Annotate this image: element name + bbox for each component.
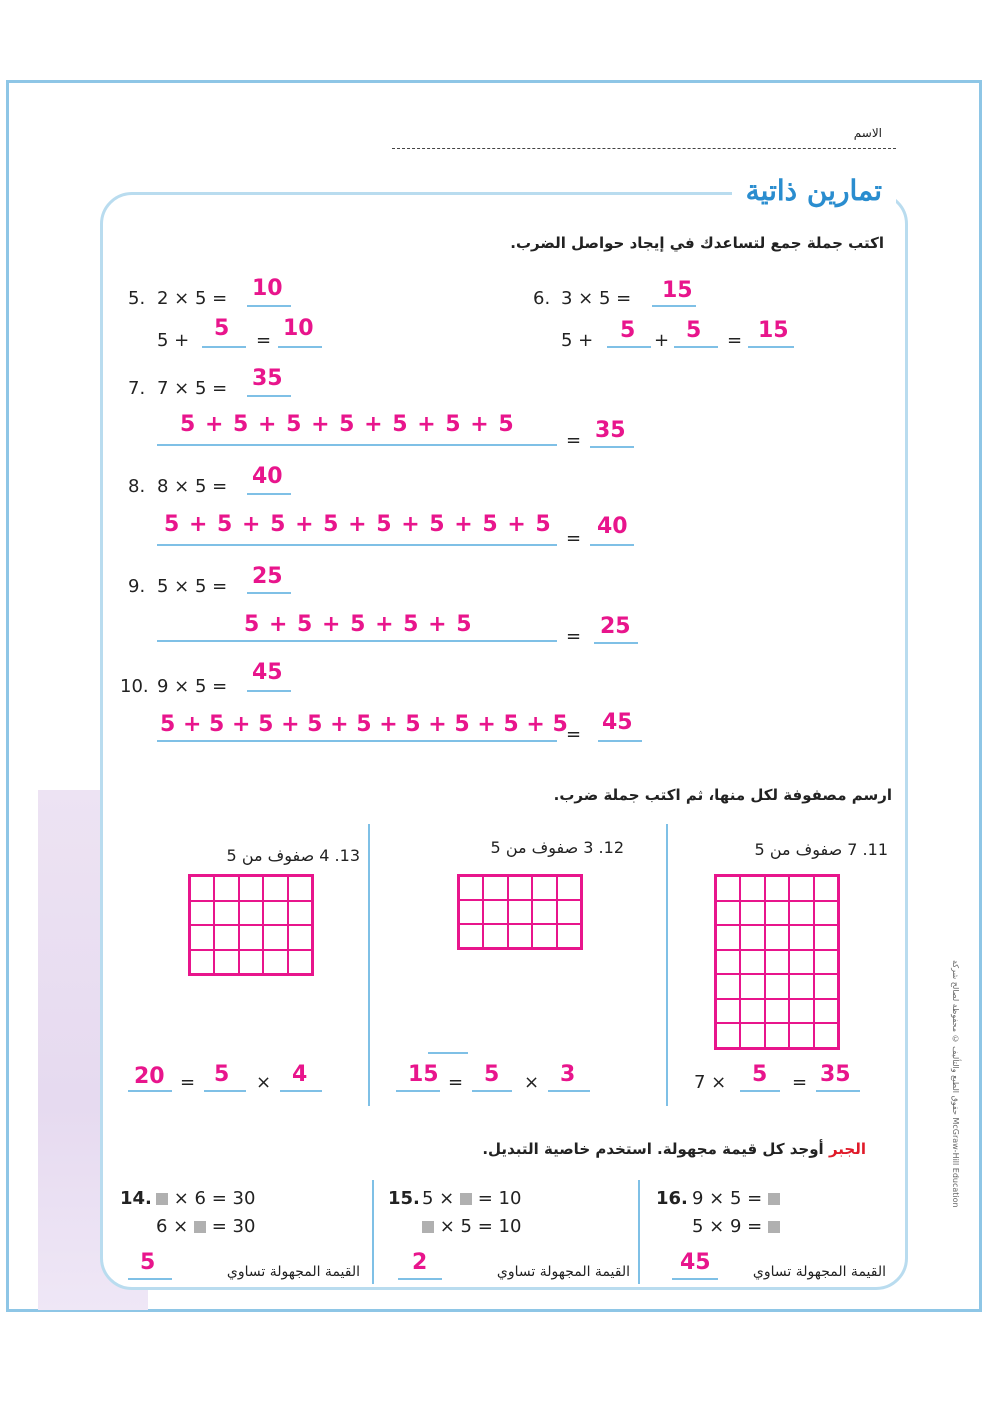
ex8-equals: = xyxy=(566,528,582,549)
array-cell[interactable] xyxy=(716,925,740,950)
array-cell[interactable] xyxy=(716,950,740,975)
ex8-number: 8. xyxy=(128,476,146,497)
ex8-expression: 8 × 5 = xyxy=(157,476,228,497)
array-cell[interactable] xyxy=(508,924,532,948)
array-cell[interactable] xyxy=(789,950,813,975)
array-cell[interactable] xyxy=(765,974,789,999)
ex7-equals: = xyxy=(566,430,582,451)
ex11-prefix: 7 × xyxy=(694,1072,727,1093)
ex15-line2-tail: × 5 = 10 xyxy=(439,1216,522,1237)
ex8-sum-blank xyxy=(157,544,557,546)
ex13-result[interactable]: 20 xyxy=(134,1064,165,1089)
instruction-arrays: ارسم مصفوفة لكل منها، ثم اكتب جملة ضرب. xyxy=(553,786,892,804)
ex8-result-blank xyxy=(590,544,634,546)
unknown-box xyxy=(422,1221,434,1233)
array-cell[interactable] xyxy=(716,901,740,926)
ex9-result-blank xyxy=(594,642,638,644)
ex16-line2 xyxy=(692,1216,780,1237)
ex11-factor[interactable]: 5 xyxy=(752,1062,768,1087)
array-cell[interactable] xyxy=(288,901,312,926)
ex13-label: 13. 4 صفوف من 5 xyxy=(226,846,360,865)
ex13-factor-a[interactable]: 5 xyxy=(214,1062,230,1087)
ex9-sum-blank xyxy=(157,640,557,642)
array-cell[interactable] xyxy=(483,876,507,900)
name-line[interactable] xyxy=(392,148,896,149)
array-cell[interactable] xyxy=(765,1023,789,1048)
array-cell[interactable] xyxy=(483,924,507,948)
ex9-sum[interactable]: 5 + 5 + 5 + 5 + 5 xyxy=(244,612,473,637)
unknown-box xyxy=(768,1221,780,1233)
ex12-result[interactable]: 15 xyxy=(408,1062,439,1087)
array-cell[interactable] xyxy=(190,950,214,975)
array-cell[interactable] xyxy=(765,950,789,975)
array-cell[interactable] xyxy=(483,900,507,924)
array-cell[interactable] xyxy=(814,901,838,926)
array-cell[interactable] xyxy=(740,999,764,1024)
ex11-result-blank xyxy=(816,1090,860,1092)
array-cell[interactable] xyxy=(508,900,532,924)
array-cell[interactable] xyxy=(789,974,813,999)
ex7-sum-blank xyxy=(157,444,557,446)
unknown-box xyxy=(156,1193,168,1205)
ex7-product-blank xyxy=(247,395,291,397)
ex6-product[interactable]: 15 xyxy=(662,278,693,303)
array-cell[interactable] xyxy=(789,925,813,950)
array-cell[interactable] xyxy=(288,876,312,901)
ex6-result-blank xyxy=(748,346,794,348)
ex10-equals: = xyxy=(566,724,582,745)
ex14-line2-head: 6 × xyxy=(156,1216,189,1237)
ex6-product-blank xyxy=(652,305,696,307)
ex10-sum-blank xyxy=(157,740,557,742)
ex12-factor-b-blank xyxy=(548,1090,590,1092)
page-title: تمارين ذاتية xyxy=(732,174,896,207)
ex8-product-blank xyxy=(247,493,291,495)
ex12-result-blank xyxy=(396,1090,440,1092)
array-cell[interactable] xyxy=(740,1023,764,1048)
array-cell[interactable] xyxy=(789,999,813,1024)
ex5-result-blank xyxy=(278,346,322,348)
ex12-factor-b[interactable]: 3 xyxy=(560,1062,576,1087)
ex5-number: 5. xyxy=(128,288,146,309)
ex16-line1-text: 9 × 5 = xyxy=(692,1188,763,1209)
array-cell[interactable] xyxy=(557,900,581,924)
array-cell[interactable] xyxy=(740,925,764,950)
array-cell[interactable] xyxy=(814,950,838,975)
array-cell[interactable] xyxy=(740,901,764,926)
ex14-line2-tail: = 30 xyxy=(211,1216,256,1237)
ex10-result-blank xyxy=(598,740,642,742)
ex12-factor-a[interactable]: 5 xyxy=(484,1062,500,1087)
ex14-caption: القيمة المجهولة تساوي xyxy=(226,1264,360,1280)
array-cell[interactable] xyxy=(532,876,556,900)
ex6-addend-1-blank xyxy=(607,346,651,348)
array-cell[interactable] xyxy=(239,876,263,901)
ex6-plus: + xyxy=(654,330,670,351)
unknown-box xyxy=(460,1193,472,1205)
array-cell[interactable] xyxy=(789,876,813,901)
ex13-factor-a-blank xyxy=(204,1090,246,1092)
array-cell[interactable] xyxy=(214,950,238,975)
array-cell[interactable] xyxy=(814,876,838,901)
ex15-line1-head: 5 × xyxy=(422,1188,455,1209)
array-cell[interactable] xyxy=(814,1023,838,1048)
ex13-array[interactable] xyxy=(188,874,314,976)
ex7-number: 7. xyxy=(128,378,146,399)
ex9-product[interactable]: 25 xyxy=(252,564,283,589)
array-cell[interactable] xyxy=(459,876,483,900)
ex16-number: 16. xyxy=(656,1188,688,1209)
array-cell[interactable] xyxy=(239,950,263,975)
ex9-product-blank xyxy=(247,592,291,594)
ex9-result[interactable]: 25 xyxy=(600,614,631,639)
array-cell[interactable] xyxy=(214,925,238,950)
array-cell[interactable] xyxy=(214,901,238,926)
ex6-addend-2-blank xyxy=(674,346,718,348)
array-cell[interactable] xyxy=(814,925,838,950)
ex6-line2-prefix: 5 + xyxy=(561,330,594,351)
array-cell[interactable] xyxy=(288,950,312,975)
ex8-result[interactable]: 40 xyxy=(597,514,628,539)
ex10-product-blank xyxy=(247,690,291,692)
ex5-addend-blank xyxy=(202,346,246,348)
bottom-divider-1 xyxy=(372,1180,374,1284)
array-cell[interactable] xyxy=(263,901,287,926)
ex14-line2 xyxy=(156,1216,255,1237)
ex9-equals: = xyxy=(566,626,582,647)
array-cell[interactable] xyxy=(740,974,764,999)
ex12-times: × xyxy=(524,1072,540,1093)
ex5-product-blank xyxy=(247,305,291,307)
ex10-sum[interactable]: 5 + 5 + 5 + 5 + 5 + 5 + 5 + 5 + 5 xyxy=(160,712,568,737)
ex12-label: 12. 3 صفوف من 5 xyxy=(490,838,624,857)
ex16-caption: القيمة المجهولة تساوي xyxy=(752,1264,886,1280)
array-cell[interactable] xyxy=(239,901,263,926)
ex16-line2-text: 5 × 9 = xyxy=(692,1216,763,1237)
ex7-result-blank xyxy=(590,446,634,448)
ex5-line2-prefix: 5 + xyxy=(157,330,190,351)
ex13-result-blank xyxy=(128,1090,172,1092)
ex5-equals: = xyxy=(256,330,272,351)
array-cell[interactable] xyxy=(190,901,214,926)
ex5-expression: 2 × 5 = xyxy=(157,288,228,309)
ex9-expression: 5 × 5 = xyxy=(157,576,228,597)
ex15-line1 xyxy=(422,1188,521,1209)
ex5-product[interactable]: 10 xyxy=(252,276,283,301)
ex6-equals: = xyxy=(727,330,743,351)
instruction-addition: اكتب جملة جمع لتساعدك في إيجاد حواصل الضرب. xyxy=(510,234,884,252)
ex6-number: 6. xyxy=(533,288,551,309)
array-cell[interactable] xyxy=(263,950,287,975)
ex10-result[interactable]: 45 xyxy=(602,710,633,735)
ex14-line1 xyxy=(156,1188,255,1209)
array-cell[interactable] xyxy=(716,1023,740,1048)
ex15-answer[interactable]: 2 xyxy=(412,1250,428,1275)
array-cell[interactable] xyxy=(532,924,556,948)
ex11-label: 11. 7 صفوف من 5 xyxy=(754,840,888,859)
array-cell[interactable] xyxy=(814,974,838,999)
array-cell[interactable] xyxy=(214,876,238,901)
array-cell[interactable] xyxy=(789,1023,813,1048)
ex5-addend[interactable]: 5 xyxy=(214,316,230,341)
array-cell[interactable] xyxy=(190,876,214,901)
name-label: الاسم xyxy=(853,126,882,140)
instruction-algebra xyxy=(482,1140,866,1158)
ex16-answer[interactable]: 45 xyxy=(680,1250,711,1275)
array-cell[interactable] xyxy=(190,925,214,950)
column-divider-1 xyxy=(368,824,370,1106)
ex15-line2 xyxy=(422,1216,521,1237)
ex10-number: 10. xyxy=(120,676,149,697)
array-cell[interactable] xyxy=(740,950,764,975)
ex8-product[interactable]: 40 xyxy=(252,464,283,489)
ex13-times: × xyxy=(256,1072,272,1093)
ex6-expression: 3 × 5 = xyxy=(561,288,632,309)
array-cell[interactable] xyxy=(459,900,483,924)
ex15-line1-tail: = 10 xyxy=(477,1188,522,1209)
ex15-caption: القيمة المجهولة تساوي xyxy=(496,1264,630,1280)
ex16-line1 xyxy=(692,1188,780,1209)
ex6-result[interactable]: 15 xyxy=(758,318,789,343)
ex13-equals: = xyxy=(180,1072,196,1093)
array-cell[interactable] xyxy=(789,901,813,926)
ex11-array[interactable] xyxy=(714,874,840,1050)
ex7-result[interactable]: 35 xyxy=(595,418,626,443)
array-cell[interactable] xyxy=(765,901,789,926)
ex7-sum[interactable]: 5 + 5 + 5 + 5 + 5 + 5 + 5 xyxy=(180,412,515,437)
array-cell[interactable] xyxy=(288,925,312,950)
array-cell[interactable] xyxy=(532,900,556,924)
array-cell[interactable] xyxy=(716,876,740,901)
copyright-note: حقوق الطبع والتأليف © محفوظة لصالح شركة McGraw-Hill Education xyxy=(951,960,960,1208)
algebra-label: الجبر xyxy=(828,1140,866,1158)
unknown-box xyxy=(194,1221,206,1233)
array-cell[interactable] xyxy=(557,876,581,900)
ex15-number: 15. xyxy=(388,1188,420,1209)
ex5-result[interactable]: 10 xyxy=(283,316,314,341)
ex9-number: 9. xyxy=(128,576,146,597)
ex14-answer-blank xyxy=(128,1278,172,1280)
array-cell[interactable] xyxy=(765,876,789,901)
array-cell[interactable] xyxy=(263,876,287,901)
array-cell[interactable] xyxy=(765,925,789,950)
array-cell[interactable] xyxy=(740,876,764,901)
unknown-box xyxy=(768,1193,780,1205)
ex14-line1-tail: × 6 = 30 xyxy=(173,1188,256,1209)
array-cell[interactable] xyxy=(716,999,740,1024)
ex12-factor-a-blank xyxy=(472,1090,512,1092)
array-cell[interactable] xyxy=(814,999,838,1024)
ex13-factor-b-blank xyxy=(280,1090,322,1092)
array-cell[interactable] xyxy=(239,925,263,950)
array-cell[interactable] xyxy=(765,999,789,1024)
ex11-result[interactable]: 35 xyxy=(820,1062,851,1087)
ex12-equals: = xyxy=(448,1072,464,1093)
ex16-answer-blank xyxy=(672,1278,718,1280)
ex7-product[interactable]: 35 xyxy=(252,366,283,391)
ex12-extra-blank xyxy=(428,1052,468,1054)
algebra-text: أوجد كل قيمة مجهولة. استخدم خاصية التبديل. xyxy=(482,1140,824,1158)
ex14-number: 14. xyxy=(120,1188,152,1209)
array-cell[interactable] xyxy=(263,925,287,950)
array-cell[interactable] xyxy=(459,924,483,948)
array-cell[interactable] xyxy=(508,876,532,900)
ex15-answer-blank xyxy=(398,1278,442,1280)
ex11-factor-blank xyxy=(740,1090,780,1092)
array-cell[interactable] xyxy=(716,974,740,999)
array-cell[interactable] xyxy=(557,924,581,948)
column-divider-2 xyxy=(666,824,668,1106)
ex8-sum[interactable]: 5 + 5 + 5 + 5 + 5 + 5 + 5 + 5 xyxy=(164,512,552,537)
bottom-divider-2 xyxy=(638,1180,640,1284)
ex14-answer[interactable]: 5 xyxy=(140,1250,156,1275)
ex6-addend-1[interactable]: 5 xyxy=(620,318,636,343)
ex13-factor-b[interactable]: 4 xyxy=(292,1062,308,1087)
ex10-product[interactable]: 45 xyxy=(252,660,283,685)
ex12-array[interactable] xyxy=(457,874,583,950)
ex11-equals: = xyxy=(792,1072,808,1093)
ex6-addend-2[interactable]: 5 xyxy=(686,318,702,343)
ex7-expression: 7 × 5 = xyxy=(157,378,228,399)
ex10-expression: 9 × 5 = xyxy=(157,676,228,697)
